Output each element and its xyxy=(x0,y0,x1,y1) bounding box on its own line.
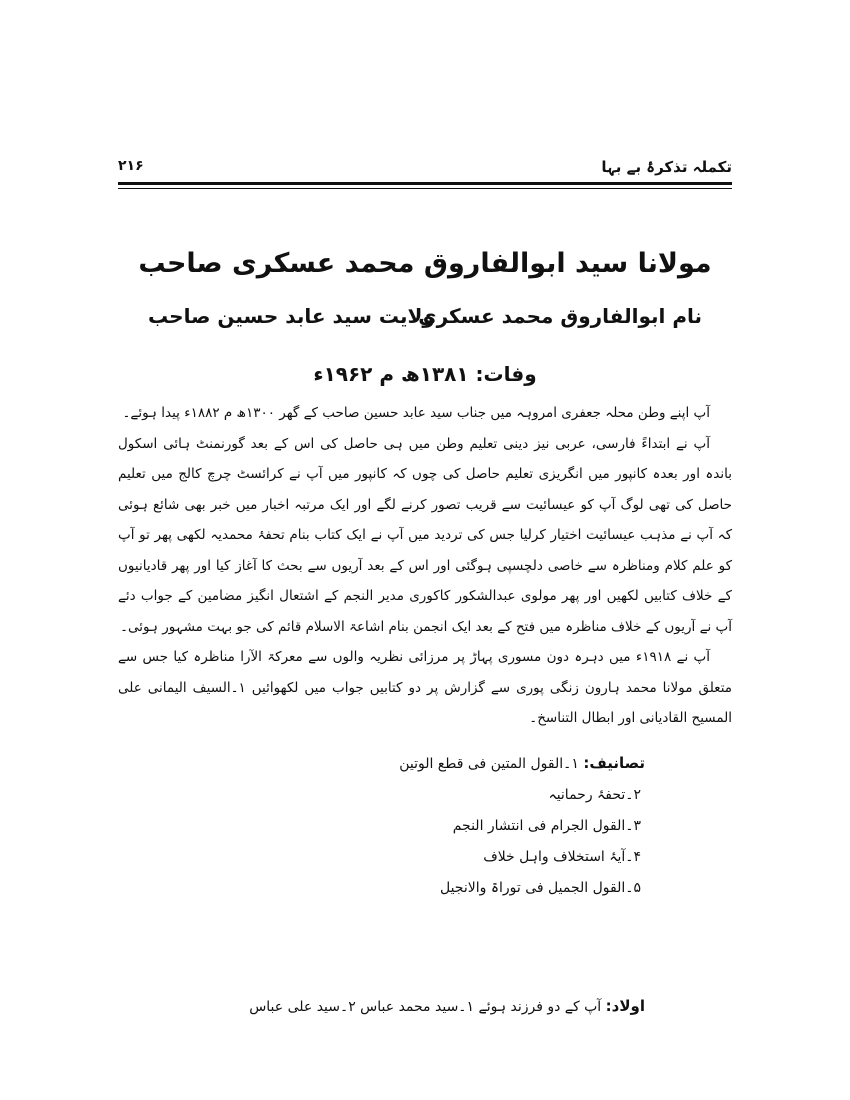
article-body xyxy=(118,398,732,734)
page-number: ۲۱۶ xyxy=(118,158,144,174)
children-line xyxy=(125,997,645,1015)
work-item: ۴۔آیۂ استخلاف واہل خلاف xyxy=(483,849,641,865)
work-item: ۵۔القول الجمیل فی توراۃ والانجیل xyxy=(439,880,641,896)
works-first-line xyxy=(225,748,645,780)
works-label: تصانیف: xyxy=(583,754,645,772)
children-text: آپ کے دو فرزند ہوئے ۱۔سید محمد عباس ۲۔سید علی عباس xyxy=(249,999,602,1015)
header-rule-thick xyxy=(118,182,732,185)
paragraph-education: آپ نے ابتداءً فارسی، عربی نیز دینی تعلیم وطن میں ہی حاصل کی اس کے بعد گورنمنٹ ہائی اسکول باندہ اور بعدہ کانپور میں انگریزی تعلیم حاصل کی چوں کہ کانپور میں آپ نے کرائسٹ چرچ کالج میں تعلیم حاصل کی تھی لوگ آپ کو عیسائیت سے قریب تصور کرنے لگے اور ایک مرتبہ اخبار میں خبر بھی شائع ہوئی کہ آپ نے مذہب عیسائیت اختیار کرلیا جس کی تردید میں آپ نے ایک کتاب بنام تحفۂ محمدیہ لکھی پھر تو آپ کو علم کلام ومناظرہ سے خاصی دلچسپی ہوگئی اور اس کے بعد آریوں سے بحث کا آغاز کیا اور پھر قادیانیوں کے خلاف کتابیں لکھیں اور پھر مولوی عبدالشکور کاکوری مدیر النجم کے اشتعال انگیز مضامین کے جواب دئے آپ نے آریوں کے خلاف مناظرہ میں فتح کے بعد ایک انجمن بنام اشاعۃ الاسلام قائم کی جو بہت مشہور ہوئی۔ xyxy=(118,435,732,635)
paragraph-birth: آپ اپنے وطن محلہ جعفری امروہہ میں جناب سید عابد حسین صاحب کے گھر ۱۳۰۰ھ م ۱۸۸۲ء پیدا ہوئے۔ xyxy=(122,405,710,421)
running-header-book-title: تکملہ تذکرۂ بے بہا xyxy=(601,158,732,176)
paragraph-debate: آپ نے ۱۹۱۸ء میں دہرہ دون مسوری پہاڑ پر مرزائی نظریہ والوں سے معرکۃ الآرا مناظرہ کیا جس سے متعلق مولانا محمد ہارون زنگی پوری سے گزارش پر دو کتابیں جواب میں لکھوائیں ۱۔السیف الیمانی علی المسیح القادیانی اور ابطال التناسخ۔ xyxy=(118,649,732,726)
children-label: اولاد: xyxy=(605,997,645,1015)
father-line: ولایت سید عابد حسین صاحب xyxy=(148,304,435,328)
header-rule-thin xyxy=(118,188,732,189)
death-date: وفات: ۱۳۸۱ھ م ۱۹۶۲ء xyxy=(313,362,537,386)
name-line: نام ابوالفاروق محمد عسکری xyxy=(418,304,702,328)
work-item: ۱۔القول المتین فی قطع الوتین xyxy=(399,756,579,772)
work-item: ۲۔تحفۂ رحمانیہ xyxy=(548,787,641,803)
work-item: ۳۔القول الجرام فی انتشار النجم xyxy=(452,818,641,834)
works-list xyxy=(225,748,645,904)
article-title: مولانا سید ابوالفاروق محمد عسکری صاحب xyxy=(138,248,712,279)
